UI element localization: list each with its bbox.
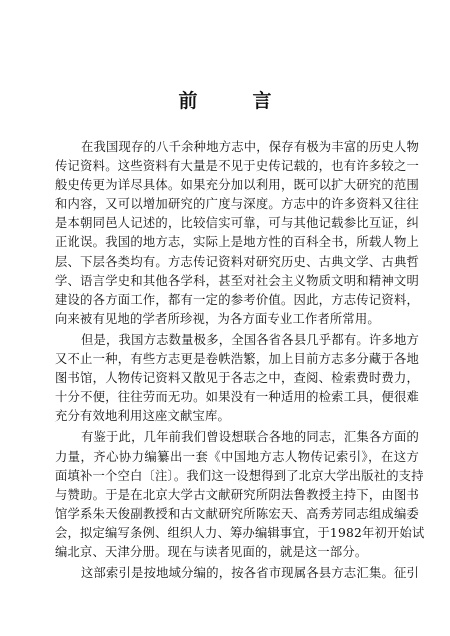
text-line: 正讹误。我国的地方志，实际上是地方性的百科全书，所载人物上 — [55, 235, 419, 250]
text-line: 但是，我国方志数量极多，全国各省各县几乎都有。许多地方 — [81, 332, 419, 347]
text-line: 向来被有见地的学者所珍视，为各方面专业工作者所常用。 — [55, 311, 380, 326]
text-line: 又不止一种，有些方志更是卷帙浩繁，加上目前方志多分藏于各地 — [55, 352, 419, 367]
text-line: 力量，齐心协力编纂出一套《中国地方志人物传记索引》，在这方 — [55, 449, 419, 464]
text-line: 十分不便，往往劳而无功。如果没有一种适用的检索工具，便很难 — [55, 390, 419, 405]
text-line: 有鉴于此，几年前我们曾设想联合各地的同志，汇集各方面的 — [81, 430, 419, 445]
text-line: 这部索引是按地域分编的，按各省市现属各县方志汇集。征引 — [81, 566, 419, 581]
text-line: 建设的各方面工作，都有一定的参考价值。因此，方志传记资料， — [55, 292, 419, 307]
text-line: 充分有效地利用这座文献宝库。 — [55, 409, 230, 424]
text-line: 学、语言学史和其他各学科，甚至对社会主义物质文明和精神文明 — [55, 273, 419, 288]
page-title: 前 言 — [178, 90, 290, 112]
text-line: 图书馆，人物传记资料又散见于各志之中，查阅、检索费时费力， — [55, 371, 419, 386]
paragraph-2 — [55, 331, 419, 426]
text-line: 是本朝同邑人记述的，比较信实可靠，可与其他记载参比互证，纠 — [55, 216, 419, 231]
paragraph-1 — [55, 138, 419, 329]
text-line: 面填补一个空白〔注〕。我们这一设想得到了北京大学出版社的支持 — [55, 468, 424, 483]
paragraph-4 — [55, 564, 419, 583]
text-line: 和内容，又可以增加研究的广度与深度。方志中的许多资料又往往 — [55, 197, 419, 212]
text-line: 般史传更为详尽具体。如果充分加以利用，既可以扩大研究的范围 — [55, 178, 419, 193]
body-text — [55, 138, 425, 584]
text-line: 馆学系朱天俊副教授和古文献研究所陈宏天、高秀芳同志组成编委 — [55, 506, 419, 521]
paragraph-3 — [55, 428, 425, 562]
text-line: 编北京、天津分册。现在与读者见面的，就是这一部分。 — [55, 544, 368, 559]
text-line: 层、下层各类均有。方志传记资料对研究历史、古典文学、古典哲 — [55, 254, 419, 269]
text-line: 会，拟定编写条例、组织人力、筹办编辑事宜，于1982年初开始试 — [55, 525, 425, 540]
text-line: 与赞助。于是在北京大学古文献研究所阴法鲁教授主持下，由图书 — [55, 487, 419, 502]
text-line: 在我国现存的八千余种地方志中，保存有极为丰富的历史人物 — [81, 140, 419, 154]
text-line: 传记资料。这些资料有大量是不见于史传记载的，也有许多较之一 — [55, 159, 419, 174]
